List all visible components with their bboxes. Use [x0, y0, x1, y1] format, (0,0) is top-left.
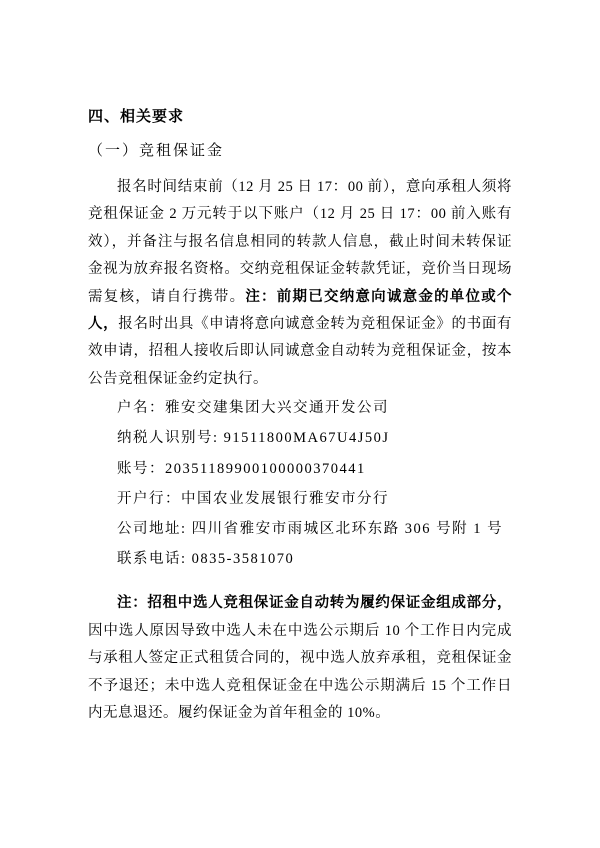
detail-value: 0835-3581070	[191, 551, 295, 568]
detail-value: 20351189900100000370441	[165, 460, 366, 477]
detail-label: 户名：	[117, 400, 165, 417]
detail-line	[88, 423, 512, 453]
detail-label: 账号：	[117, 460, 165, 477]
note-label-run: 注：前期已交纳意向诚意金的单位或个人，	[88, 288, 513, 333]
detail-line	[88, 484, 512, 514]
detail-label: 开户行：	[117, 490, 181, 507]
deposit-note-paragraph	[88, 590, 512, 727]
detail-line	[88, 544, 512, 574]
detail-value: 雅安交建集团大兴交通开发公司	[165, 400, 389, 417]
text-run: 因中选人原因导致中选人未在中选公示期后 10 个工作日内完成与承租人签定正式租赁合同的，视中选人放弃承租，竞租保证金不予退还；未中选人竞租保证金在中选公示期满后 15 个工作日内无息退还。履约保证金为首年租金的 10%。	[88, 622, 512, 722]
text-run: 报名时出具《申请将意向诚意金转为竞租保证金》的书面有效申请，招租人接收后即认同诚意金自动转为竞租保证金，按本公告竞租保证金约定执行。	[88, 316, 512, 387]
subsection-heading: （一）竞租保证金	[88, 143, 225, 159]
detail-value: 91511800MA67U4J50J	[223, 430, 390, 447]
account-details	[88, 393, 512, 574]
text-run: 报名时间结束前（12 月 25 日 17：00 前），意向承租人须将竞租保证金 2 万元转于以下账户（12 月 25 日 17：00 前入账有效），并备注与报名信息相同的转款人信息，截止时间未转保证金视为放弃报名资格。交纳竞租保证金转款凭证，竞价当日现场需复核，请自行携带。	[88, 179, 512, 305]
section-heading: 四、相关要求	[88, 108, 185, 125]
detail-line	[88, 514, 512, 544]
detail-label: 公司地址:	[117, 521, 192, 538]
detail-line	[88, 393, 512, 423]
detail-value: 中国农业发展银行雅安市分行	[181, 490, 389, 507]
detail-line	[88, 454, 512, 484]
detail-label: 纳税人识别号:	[117, 430, 224, 447]
document-content	[88, 106, 512, 728]
deposit-intro-paragraph	[88, 174, 512, 393]
note-label-run: 注：招租中选人竞租保证金自动转为履约保证金组成部分，	[117, 595, 512, 612]
detail-label: 联系电话:	[117, 551, 192, 568]
detail-value: 四川省雅安市雨城区北环东路 306 号附 1 号	[191, 521, 504, 538]
